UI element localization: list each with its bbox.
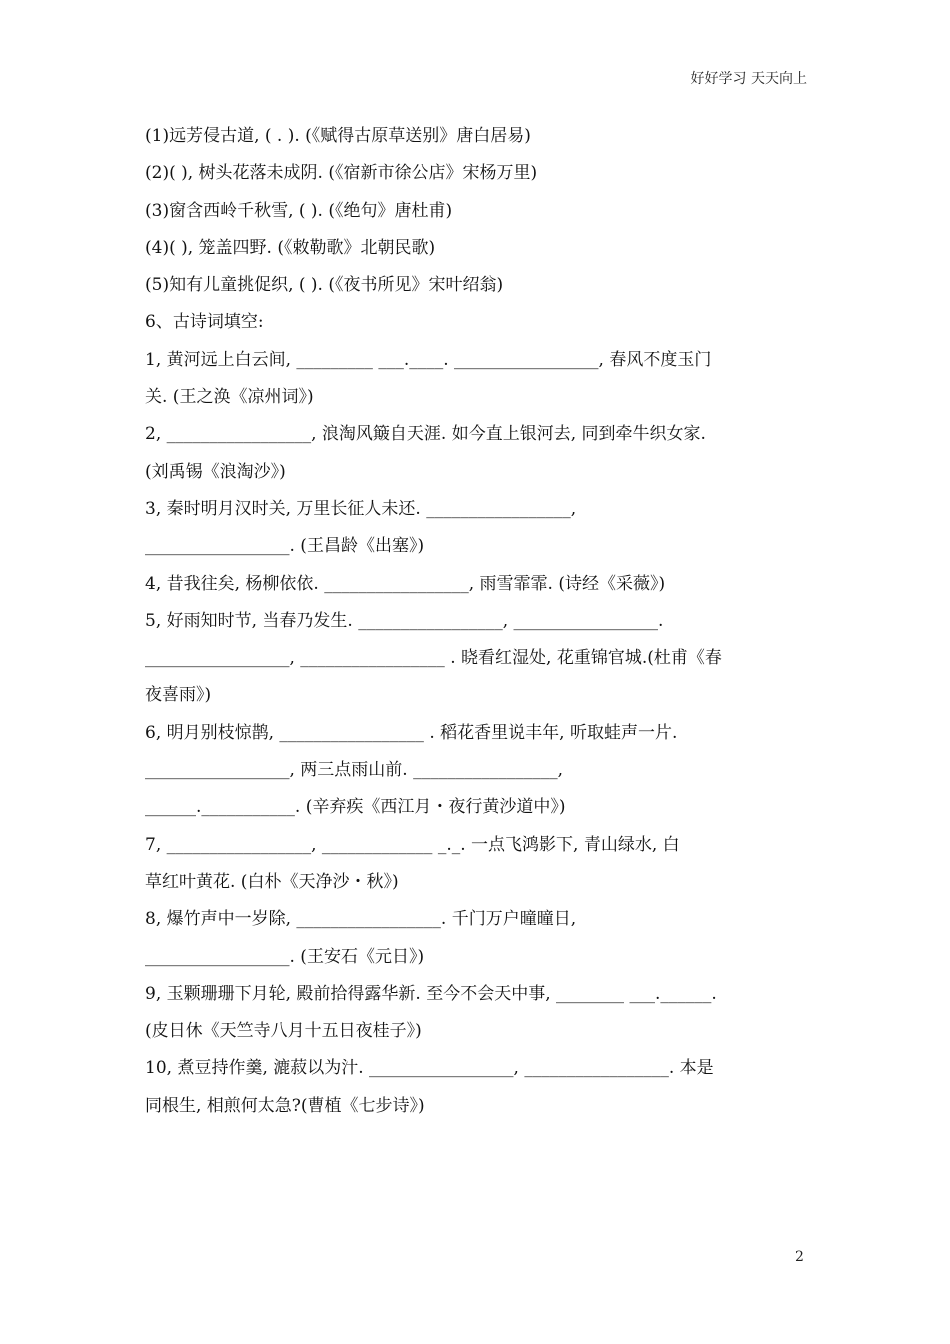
text-line: (皮日休《天竺寺八月十五日夜桂子》)	[145, 1021, 422, 1042]
text-line: ______.___________. (辛弃疾《西江月・夜行黄沙道中》)	[145, 797, 566, 818]
worksheet-body	[145, 118, 785, 1125]
text-line: _________________. (王昌龄《出塞》)	[145, 536, 425, 557]
text-line: 10, 煮豆持作羹, 漉菽以为汁. _________________, _________________. 本是	[145, 1058, 714, 1079]
text-line: 1, 黄河远上白云间, _________ ___.____. _________________, 春风不度玉门	[145, 349, 712, 370]
text-line: 同根生, 相煎何太急?(曹植《七步诗》)	[145, 1095, 425, 1116]
text-line: (4)( ), 笼盖四野. (《敕勒歌》北朝民歌)	[145, 237, 436, 258]
text-line: 草红叶黄花. (白朴《天净沙・秋》)	[145, 871, 399, 892]
section-title: 6、古诗词填空:	[145, 312, 264, 333]
text-line: _________________, _________________ . 晓看红湿处, 花重锦官城.(杜甫《春	[145, 648, 722, 669]
text-line: _________________. (王安石《元日》)	[145, 946, 425, 967]
text-line: (5)知有儿童挑促织, ( ). (《夜书所见》宋叶绍翁)	[145, 275, 504, 296]
text-line: 6, 明月别枝惊鹊, _________________ . 稻花香里说丰年, 听取蛙声一片.	[145, 722, 678, 743]
page-number: 2	[795, 1249, 804, 1265]
text-line: 8, 爆竹声中一岁除, _________________. 千门万户曈曈日,	[145, 909, 577, 930]
text-line: 关. (王之涣《凉州词》)	[145, 387, 314, 408]
text-line: (刘禹锡《浪淘沙》)	[145, 461, 286, 482]
text-line: 5, 好雨知时节, 当春乃发生. _________________, _________________.	[145, 610, 664, 631]
text-line: (3)窗含西岭千秋雪, ( ). (《绝句》唐杜甫)	[145, 200, 453, 221]
text-line: 夜喜雨》)	[145, 685, 212, 706]
text-line: 7, _________________, _____________ _._. 一点飞鸿影下, 青山绿水, 白	[145, 834, 680, 855]
text-line: 9, 玉颗珊珊下月轮, 殿前拾得露华新. 至今不会天中事, ________ ___.______.	[145, 983, 717, 1004]
page-header: 好好学习 天天向上	[690, 71, 807, 87]
text-line: 3, 秦时明月汉时关, 万里长征人未还. _________________,	[145, 498, 577, 519]
text-line: 2, _________________, 浪淘风簸自天涯. 如今直上银河去, 同到牵牛织女家.	[145, 424, 706, 445]
text-line: (2)( ), 树头花落未成阴. (《宿新市徐公店》宋杨万里)	[145, 163, 538, 184]
text-line: 4, 昔我往矣, 杨柳依依. _________________, 雨雪霏霏. (诗经《采薇》)	[145, 573, 666, 594]
text-line: _________________, 两三点雨山前. _________________,	[145, 760, 564, 781]
text-line: (1)远芳侵古道, ( . ). (《赋得古原草送别》唐白居易)	[145, 126, 531, 146]
